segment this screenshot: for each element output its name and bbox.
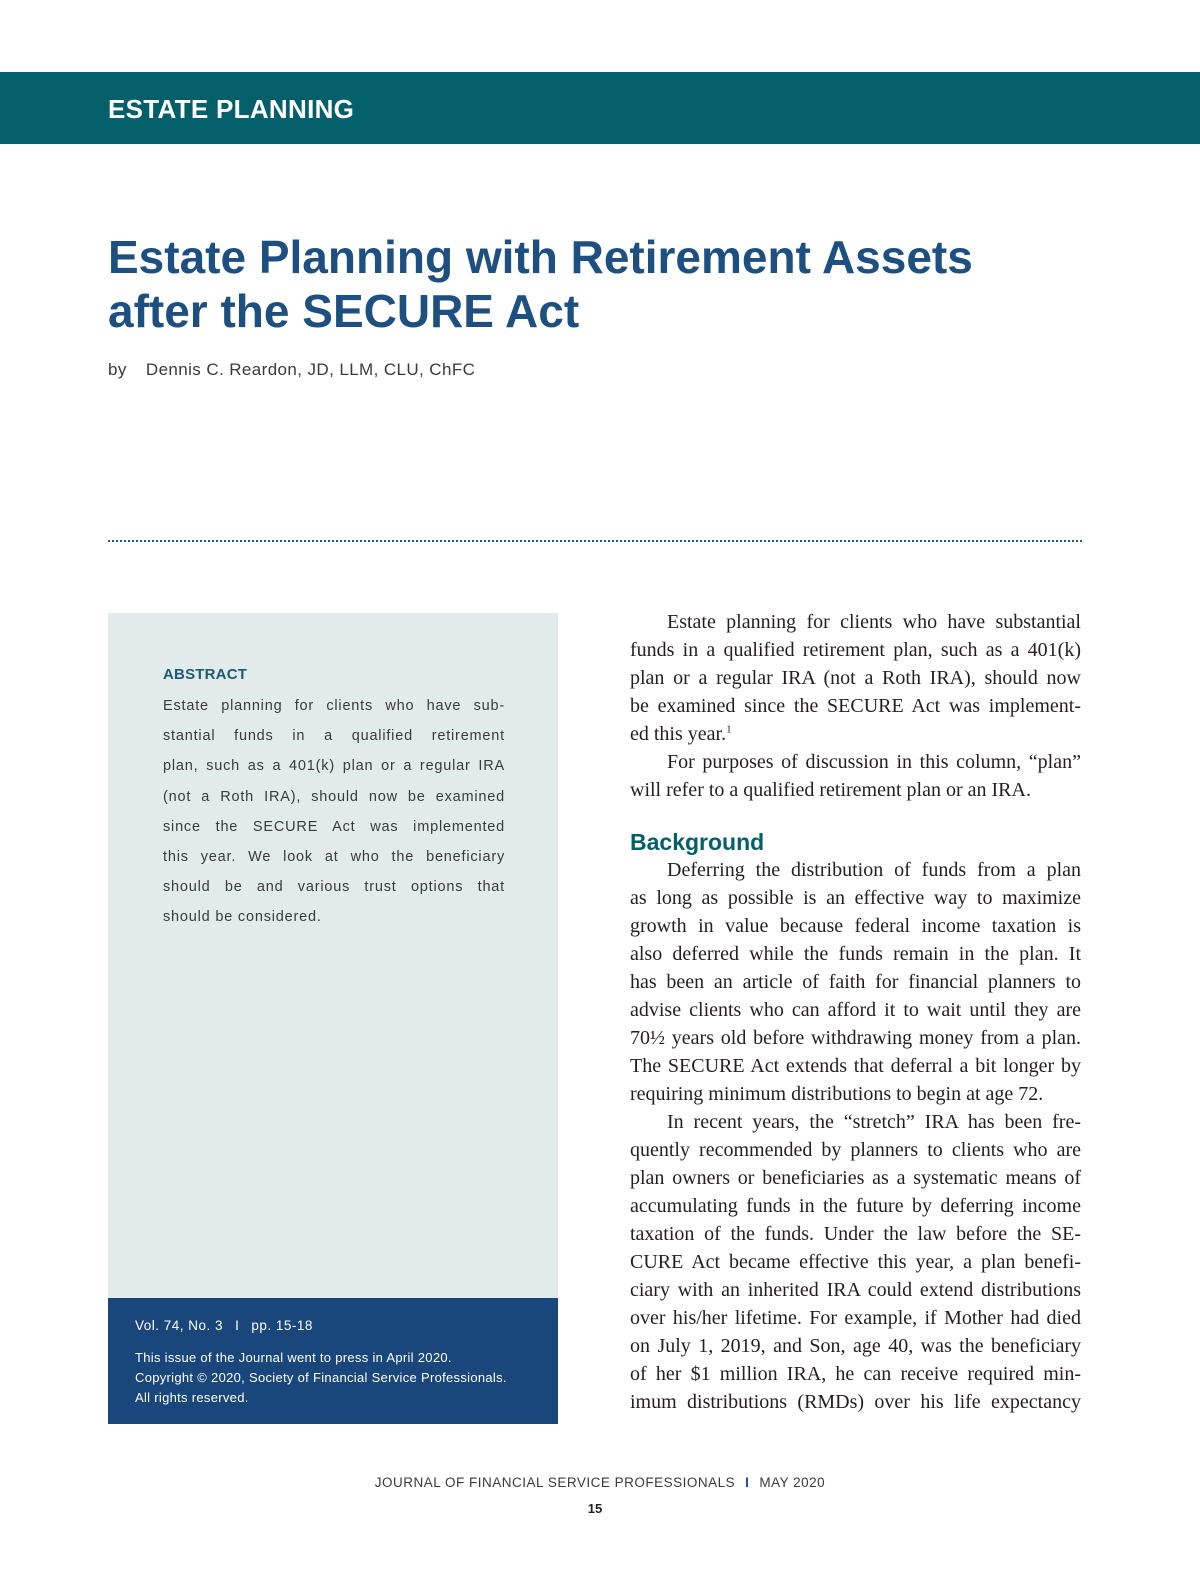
footnote-ref-1[interactable]: 1 <box>726 723 732 736</box>
article-title <box>108 230 1108 338</box>
copyright-note <box>135 1348 555 1408</box>
copyright-line: Copyright © 2020, Society of Financial Service Professionals. <box>135 1370 507 1385</box>
body-line: In recent years, the “stretch” IRA has been fre- <box>667 1111 1081 1133</box>
journal-name: JOURNAL OF FINANCIAL SERVICE PROFESSIONALS <box>374 1475 736 1490</box>
byline <box>108 360 475 380</box>
abstract-text <box>163 691 505 933</box>
press-note: This issue of the Journal went to press in April 2020. <box>135 1350 452 1365</box>
body-line: plan or a regular IRA (not a Roth IRA), should now <box>630 667 1081 689</box>
body-line: funds in a qualified retirement plan, such as a 401(k) <box>630 639 1081 661</box>
article-body <box>630 608 1081 1416</box>
volume-number: Vol. 74, No. 3 <box>135 1318 224 1333</box>
body-line: also deferred while the funds remain in the plan. It <box>630 943 1081 965</box>
page-range: pp. 15-18 <box>251 1318 313 1333</box>
rights-line: All rights reserved. <box>135 1390 249 1405</box>
abstract-line: plan, such as a 401(k) plan or a regular IRA <box>163 758 505 775</box>
issue-date: MAY 2020 <box>759 1475 826 1490</box>
body-line: as long as possible is an effective way to maximize <box>630 887 1081 909</box>
body-line: has been an article of faith for financial planners to <box>630 971 1081 993</box>
body-line: of her $1 million IRA, he can receive required min- <box>630 1363 1081 1385</box>
body-line: taxation of the funds. Under the law before the SE- <box>630 1223 1081 1245</box>
body-line: quently recommended by planners to clients who are <box>630 1139 1081 1161</box>
abstract-line: Estate planning for clients who have sub- <box>163 698 505 714</box>
body-line: accumulating funds in the future by deferring income <box>630 1195 1081 1217</box>
body-line <box>630 720 1081 748</box>
body-line: For purposes of discussion in this column, “plan” <box>667 751 1081 773</box>
body-line: imum distributions (RMDs) over his life expectancy <box>630 1391 1081 1413</box>
abstract-line: should be and various trust options that <box>163 879 505 896</box>
abstract-panel <box>108 613 558 1298</box>
body-line: Estate planning for clients who have substantial <box>667 611 1081 633</box>
abstract-line: stantial funds in a qualified retirement <box>163 728 505 745</box>
footer-separator: I <box>745 1475 750 1490</box>
issue-reference <box>135 1318 313 1333</box>
background-heading: Background <box>630 829 765 855</box>
abstract-line: since the SECURE Act was implemented <box>163 818 505 835</box>
body-line: on July 1, 2019, and Son, age 40, was the beneficiary <box>630 1335 1081 1357</box>
body-line: be examined since the SECURE Act was implement- <box>630 695 1081 717</box>
section-header-bar <box>0 72 1200 144</box>
footer-journal-line <box>0 1475 1200 1490</box>
issue-separator: I <box>235 1318 240 1333</box>
body-line: requiring minimum distributions to begin at age 72. <box>630 1083 1044 1105</box>
body-line: advise clients who can afford it to wait until they are <box>630 999 1081 1021</box>
body-line: Deferring the distribution of funds from a plan <box>667 859 1081 881</box>
byline-prefix: by <box>108 360 127 379</box>
page-number: 15 <box>587 1501 603 1516</box>
section-label: ESTATE PLANNING <box>108 94 355 124</box>
publication-info-panel <box>108 1298 558 1424</box>
body-line: will refer to a qualified retirement plan or an IRA. <box>630 779 1031 801</box>
author-name: Dennis C. Reardon, JD, LLM, CLU, ChFC <box>145 360 476 379</box>
abstract-heading: ABSTRACT <box>163 666 248 683</box>
article-title-line-2: after the SECURE Act <box>108 285 580 337</box>
article-title-line-1: Estate Planning with Retirement Assets <box>108 231 973 283</box>
body-line: plan owners or beneficiaries as a systematic means of <box>630 1167 1081 1189</box>
body-line: 70½ years old before withdrawing money from a plan. <box>630 1027 1081 1049</box>
body-line: CURE Act became effective this year, a plan benefi- <box>630 1251 1081 1273</box>
abstract-line: this year. We look at who the beneficiary <box>163 849 505 866</box>
body-line: The SECURE Act extends that deferral a bit longer by <box>630 1055 1081 1077</box>
abstract-line: should be considered. <box>163 909 322 926</box>
body-line: over his/her lifetime. For example, if Mother had died <box>630 1307 1081 1329</box>
body-line-text: ed this year. <box>630 723 727 745</box>
abstract-line: (not a Roth IRA), should now be examined <box>163 788 505 805</box>
dotted-divider <box>108 540 1082 542</box>
body-line: growth in value because federal income taxation is <box>630 915 1081 937</box>
body-line: ciary with an inherited IRA could extend distributions <box>630 1279 1081 1301</box>
